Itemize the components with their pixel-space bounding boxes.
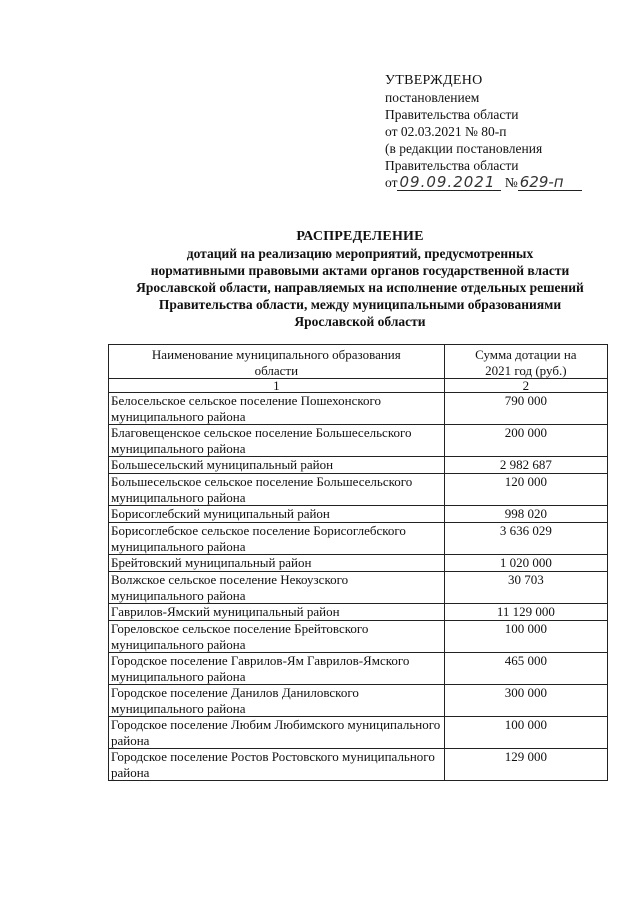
table-row — [109, 425, 608, 457]
document-title — [90, 228, 630, 330]
title-line: Ярославской области — [294, 314, 426, 329]
municipality-name-cell: Благовещенское сельское поселение Большесельского муниципального района — [109, 425, 445, 457]
amount-cell: 790 000 — [444, 393, 607, 425]
municipality-name-cell: Борисоглебский муниципальный район — [109, 506, 445, 523]
date-prefix: от — [385, 175, 398, 190]
table-row — [109, 393, 608, 425]
municipality-name-cell: Белосельское сельское поселение Пошехонского муниципального района — [109, 393, 445, 425]
amount-cell: 11 129 000 — [444, 604, 607, 621]
amount-cell: 998 020 — [444, 506, 607, 523]
approval-heading: УТВЕРЖДЕНО — [385, 73, 483, 88]
municipality-name-cell: Большесельский муниципальный район — [109, 457, 445, 474]
handwritten-number: 629-п — [518, 174, 582, 191]
municipality-name-cell: Гореловское сельское поселение Брейтовского муниципального района — [109, 621, 445, 653]
approval-line: Правительства области — [385, 107, 519, 122]
table-row — [109, 506, 608, 523]
approval-line: Правительства области — [385, 158, 519, 173]
table-row — [109, 555, 608, 572]
amount-cell: 30 703 — [444, 572, 607, 604]
amount-cell: 2 982 687 — [444, 457, 607, 474]
amount-cell: 100 000 — [444, 717, 607, 749]
amount-cell: 129 000 — [444, 749, 607, 781]
handwritten-date: 09.09.2021 — [397, 174, 501, 191]
table-row — [109, 749, 608, 781]
approval-line: от 02.03.2021 № 80-п — [385, 124, 507, 139]
table-row — [109, 457, 608, 474]
municipality-name-cell: Городское поселение Данилов Даниловского муниципального района — [109, 685, 445, 717]
municipality-name-cell: Волжское сельское поселение Некоузского муниципального района — [109, 572, 445, 604]
municipality-name-cell: Городское поселение Любим Любимского муниципального района — [109, 717, 445, 749]
table-row — [109, 717, 608, 749]
title-line: Правительства области, между муниципальными образованиями — [158, 297, 562, 312]
index-cell: 1 — [109, 379, 445, 393]
index-cell: 2 — [444, 379, 607, 393]
municipality-name-cell: Гаврилов-Ямский муниципальный район — [109, 604, 445, 621]
municipality-name-cell: Борисоглебское сельское поселение Борисоглебского муниципального района — [109, 523, 445, 555]
table-header-row — [109, 345, 608, 379]
table-row — [109, 685, 608, 717]
amount-cell: 465 000 — [444, 653, 607, 685]
table-index-row — [109, 379, 608, 393]
amount-cell: 100 000 — [444, 621, 607, 653]
approval-stamp — [385, 72, 582, 191]
municipality-name-cell: Городское поселение Ростов Ростовского муниципального района — [109, 749, 445, 781]
title-line: дотаций на реализацию мероприятий, предусмотренных — [186, 246, 534, 261]
amount-cell: 200 000 — [444, 425, 607, 457]
approval-date-line — [385, 174, 582, 191]
title-line: нормативными правовыми актами органов государственной власти — [150, 263, 570, 278]
municipality-name-cell: Городское поселение Гаврилов-Ям Гаврилов-Ямского муниципального района — [109, 653, 445, 685]
table-row — [109, 604, 608, 621]
table-row — [109, 653, 608, 685]
header-name: Наименование муниципального образования области — [109, 345, 445, 379]
table-row — [109, 572, 608, 604]
amount-cell: 3 636 029 — [444, 523, 607, 555]
approval-line: (в редакции постановления — [385, 141, 543, 156]
amount-cell: 1 020 000 — [444, 555, 607, 572]
header-amount: Сумма дотации на 2021 год (руб.) — [444, 345, 607, 379]
title-line: Ярославской области, направляемых на исполнение отдельных решений — [136, 280, 584, 295]
amount-cell: 300 000 — [444, 685, 607, 717]
title-main: РАСПРЕДЕЛЕНИЕ — [296, 229, 424, 244]
municipality-name-cell: Брейтовский муниципальный район — [109, 555, 445, 572]
municipality-name-cell: Большесельское сельское поселение Большесельского муниципального района — [109, 474, 445, 506]
distribution-table — [108, 344, 608, 781]
approval-line: постановлением — [385, 90, 480, 105]
number-prefix: № — [504, 175, 518, 190]
amount-cell: 120 000 — [444, 474, 607, 506]
table-row — [109, 621, 608, 653]
table-row — [109, 523, 608, 555]
table-row — [109, 474, 608, 506]
